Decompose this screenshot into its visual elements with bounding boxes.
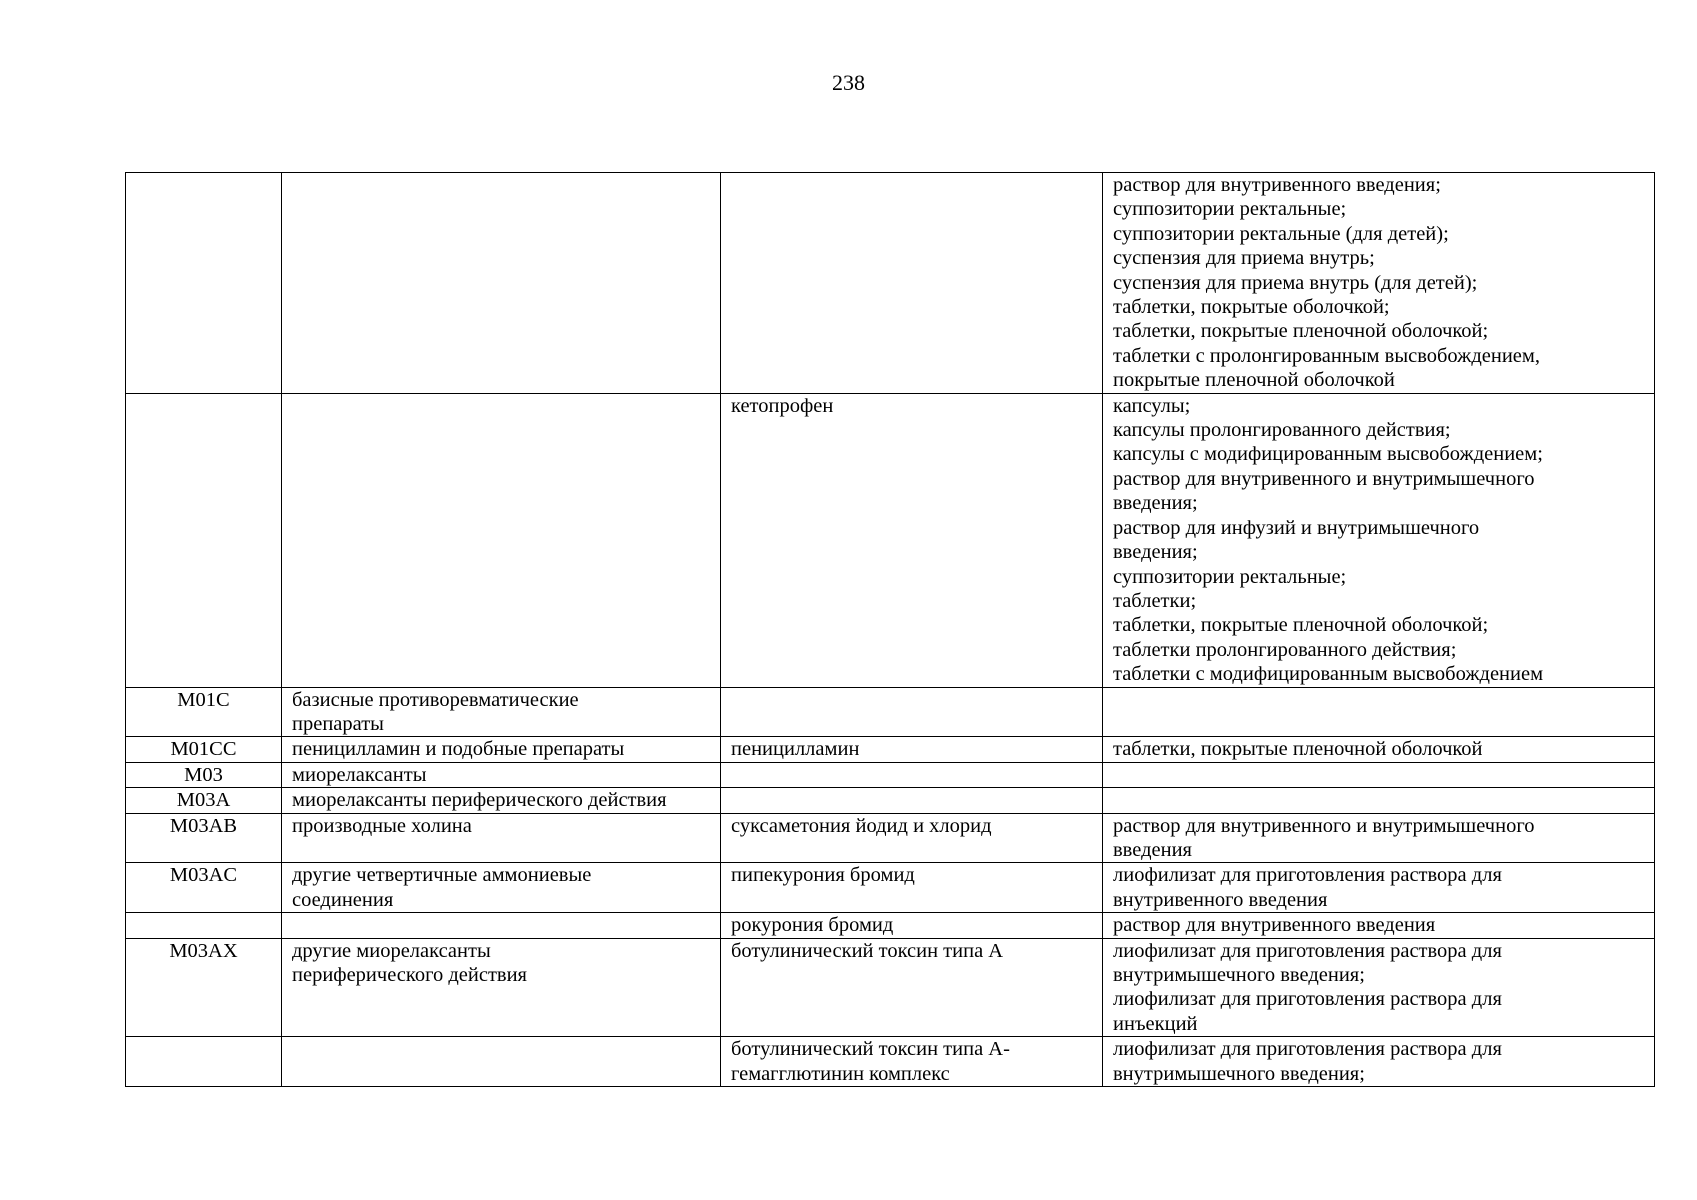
atc-code-cell: M01CC [126, 737, 282, 762]
table-row [126, 393, 1655, 687]
table-row [126, 938, 1655, 1037]
atc-code-cell: M03AX [126, 938, 282, 1037]
substance-cell [721, 173, 1103, 394]
dosage-forms-cell [1103, 788, 1655, 813]
dosage-forms-cell: лиофилизат для приготовления раствора для внутримышечного введения; [1103, 1037, 1655, 1087]
substance-cell: суксаметония йодид и хлорид [721, 813, 1103, 863]
group-name-cell [282, 393, 721, 687]
group-name-cell: пеницилламин и подобные препараты [282, 737, 721, 762]
table-row [126, 788, 1655, 813]
group-name-cell: производные холина [282, 813, 721, 863]
group-name-cell [282, 1037, 721, 1087]
atc-code-cell: M01C [126, 687, 282, 737]
dosage-forms-cell [1103, 687, 1655, 737]
group-name-cell: миорелаксанты периферического действия [282, 788, 721, 813]
atc-code-cell: M03AB [126, 813, 282, 863]
atc-code-cell: M03A [126, 788, 282, 813]
substance-cell: ботулинический токсин типа A [721, 938, 1103, 1037]
substance-cell [721, 687, 1103, 737]
table-row [126, 913, 1655, 938]
group-name-cell: другие четвертичные аммониевые соединения [282, 863, 721, 913]
substance-cell: пипекурония бромид [721, 863, 1103, 913]
dosage-forms-cell: лиофилизат для приготовления раствора для внутримышечного введения; лиофилизат для приготовления раствора для инъекций [1103, 938, 1655, 1037]
table-row [126, 863, 1655, 913]
table-row [126, 737, 1655, 762]
group-name-cell: миорелаксанты [282, 762, 721, 787]
dosage-forms-cell: раствор для внутривенного введения; суппозитории ректальные; суппозитории ректальные (для детей); суспензия для приема внутрь; суспензия для приема внутрь (для детей); таблетки, покрытые оболочкой; таблетки, покрытые пленочной оболочкой; таблетки с пролонгированным высвобождением, покрытые пленочной оболочкой [1103, 173, 1655, 394]
substance-cell [721, 762, 1103, 787]
dosage-forms-cell [1103, 762, 1655, 787]
substance-cell: пеницилламин [721, 737, 1103, 762]
group-name-cell: другие миорелаксанты периферического действия [282, 938, 721, 1037]
substance-cell: ботулинический токсин типа A- гемагглютинин комплекс [721, 1037, 1103, 1087]
atc-code-cell [126, 1037, 282, 1087]
dosage-forms-cell: таблетки, покрытые пленочной оболочкой [1103, 737, 1655, 762]
dosage-forms-cell: лиофилизат для приготовления раствора для внутривенного введения [1103, 863, 1655, 913]
atc-code-cell [126, 173, 282, 394]
atc-code-cell: M03 [126, 762, 282, 787]
atc-code-cell [126, 393, 282, 687]
dosage-forms-cell: раствор для внутривенного введения [1103, 913, 1655, 938]
table-row [126, 1037, 1655, 1087]
group-name-cell: базисные противоревматические препараты [282, 687, 721, 737]
dosage-forms-cell: капсулы; капсулы пролонгированного действия; капсулы с модифицированным высвобождением; раствор для внутривенного и внутримышечного введения; раствор для инфузий и внутримышечного введения; суппозитории ректальные; таблетки; таблетки, покрытые пленочной оболочкой; таблетки пролонгированного действия; таблетки с модифицированным высвобождением [1103, 393, 1655, 687]
group-name-cell [282, 913, 721, 938]
drug-table [125, 172, 1655, 1087]
table-row [126, 762, 1655, 787]
substance-cell: рокурония бромид [721, 913, 1103, 938]
substance-cell [721, 788, 1103, 813]
dosage-forms-cell: раствор для внутривенного и внутримышечного введения [1103, 813, 1655, 863]
atc-code-cell [126, 913, 282, 938]
group-name-cell [282, 173, 721, 394]
table-row [126, 173, 1655, 394]
table-row [126, 687, 1655, 737]
table-row [126, 813, 1655, 863]
atc-code-cell: M03AC [126, 863, 282, 913]
page-number: 238 [832, 70, 865, 95]
substance-cell: кетопрофен [721, 393, 1103, 687]
